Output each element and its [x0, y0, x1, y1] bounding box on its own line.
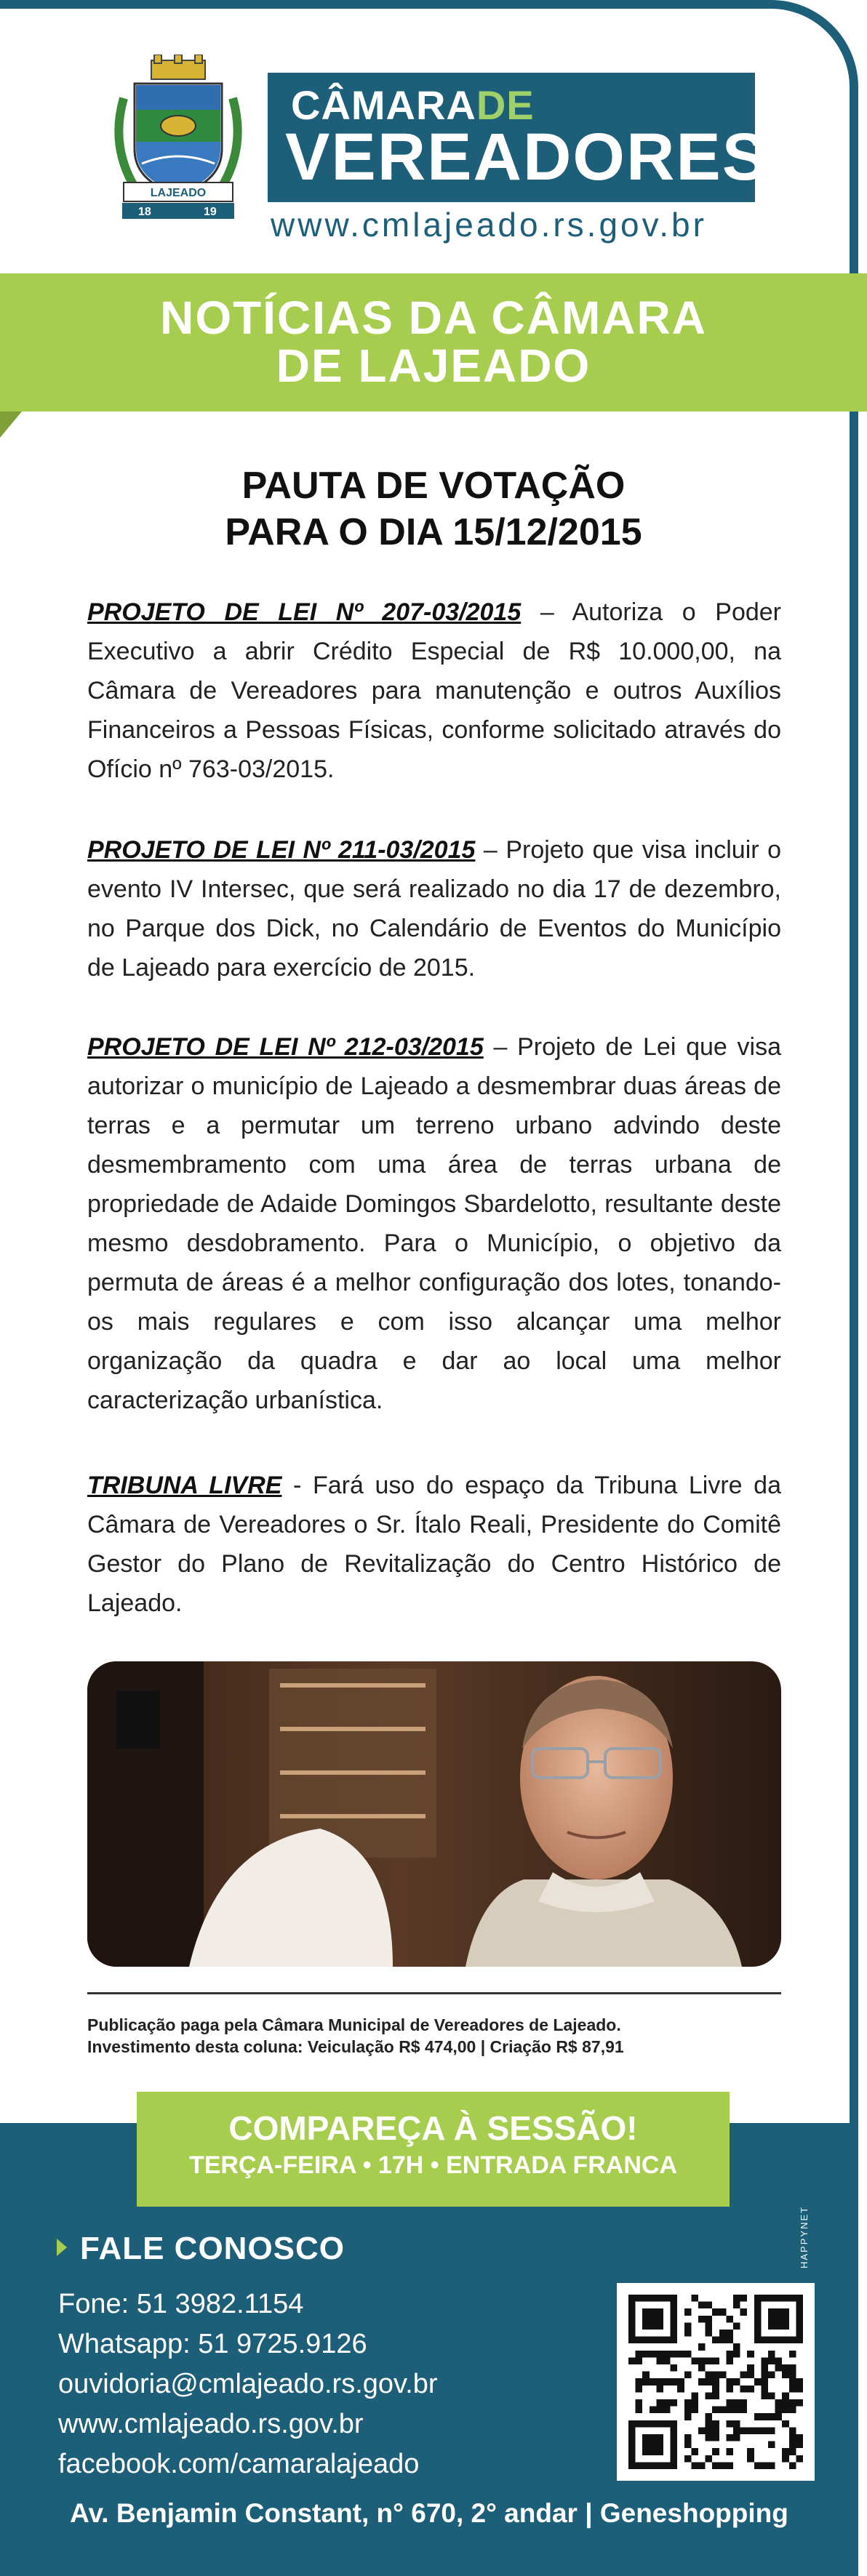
svg-text:19: 19: [204, 206, 217, 218]
brand-line1: CÂMARADE: [291, 82, 535, 128]
contact-phone: Fone: 51 3982.1154: [58, 2289, 304, 2319]
contact-heading: FALE CONOSCO: [57, 2231, 345, 2267]
session-cta: [137, 2092, 730, 2207]
svg-text:LAJEADO: LAJEADO: [150, 187, 207, 199]
contact-list: [58, 2284, 438, 2484]
article-body: – Projeto de Lei que visa autorizar o município de Lajeado a desmembrar duas áreas de terras e a permutar um terreno urbano advindo deste desmembramento com uma área de terras urbana de propriedade de Adaide Domingos Sbardelotto, resultante deste mesmo desdobramento. Para o Município, o objetivo da permuta de áreas é a melhor configuração dos lotes, tonando-os mais regulares e com isso alcançar uma melhor organização da quadra e dar ao local uma melhor caracterização urbanística.: [87, 1033, 782, 1414]
address: Av. Benjamin Constant, n° 670, 2° andar | Geneshopping: [70, 2498, 788, 2528]
contact-email-link[interactable]: ouvidoria@cmlajeado.rs.gov.br: [58, 2369, 438, 2399]
header: [0, 0, 867, 276]
cta-details: TERÇA-FEIRA • 17H • ENTRADA FRANCA: [188, 2151, 678, 2179]
arrow-right-icon: [57, 2239, 67, 2256]
header-website-link[interactable]: www.cmlajeado.rs.gov.br: [271, 206, 707, 244]
banner-line1: NOTÍCIAS DA CÂMARA: [160, 292, 707, 344]
article-lead: TRIBUNA LIVRE: [87, 1472, 282, 1499]
speaker-photo: [87, 1661, 781, 1967]
banner-tail: [0, 412, 22, 438]
brand-line2: VEREADORES: [285, 120, 769, 194]
article-lead: PROJETO DE LEI Nº 207-03/2015: [87, 598, 522, 626]
contact-whatsapp: Whatsapp: 51 9725.9126: [58, 2329, 367, 2359]
contact-facebook-link[interactable]: facebook.com/camaralajeado: [58, 2449, 420, 2479]
coat-of-arms-icon: [109, 55, 247, 222]
banner-line2: DE LAJEADO: [276, 340, 591, 392]
article-body: - Fará uso do espaço da Tribuna Livre da Câmara de Vereadores o Sr. Ítalo Reali, Presidente do Comitê Gestor do Plano de Revitalização do Centro Histórico de Lajeado.: [87, 1472, 781, 1617]
qr-code[interactable]: [617, 2283, 815, 2481]
article-item: [87, 1027, 781, 1420]
publication-note: Publicação paga pela Câmara Municipal de Vereadores de Lajeado. Investimento desta coluna: Veiculação R$ 474,00 | Criação R$ 87,91: [87, 2015, 624, 2056]
page-title: PAUTA DE VOTAÇÃO PARA O DIA 15/12/2015: [225, 465, 642, 553]
cta-headline: COMPAREÇA À SESSÃO!: [228, 2109, 638, 2147]
article-item: [87, 593, 781, 789]
article-item: [87, 830, 781, 987]
article-lead: PROJETO DE LEI Nº 211-03/2015: [87, 836, 476, 864]
article-body: – Autoriza o Poder Executivo a abrir Crédito Especial de R$ 10.000,00, na Câmara de Vereadores para manutenção e outros Auxílios Financeiros a Pessoas Físicas, conforme solicitado através do Ofício nº 763-03/2015.: [87, 598, 782, 783]
contact-website-link[interactable]: www.cmlajeado.rs.gov.br: [58, 2409, 364, 2439]
article-item: [87, 1466, 781, 1623]
svg-text:18: 18: [138, 206, 151, 218]
news-banner: [0, 273, 867, 412]
article-body: – Projeto que visa incluir o evento IV Intersec, que será realizado no dia 17 de dezembro, no Parque dos Dick, no Calendário de Eventos do Município de Lajeado para exercício de 2015.: [87, 836, 781, 982]
qr-code-icon: [628, 2295, 803, 2469]
divider: [87, 1992, 781, 1994]
article-lead: PROJETO DE LEI Nº 212-03/2015: [87, 1033, 484, 1061]
agency-mark: HAPPYNET: [799, 2205, 810, 2268]
speaker-photo-image: [87, 1661, 781, 1967]
brand-line1-de: DE: [476, 82, 535, 128]
